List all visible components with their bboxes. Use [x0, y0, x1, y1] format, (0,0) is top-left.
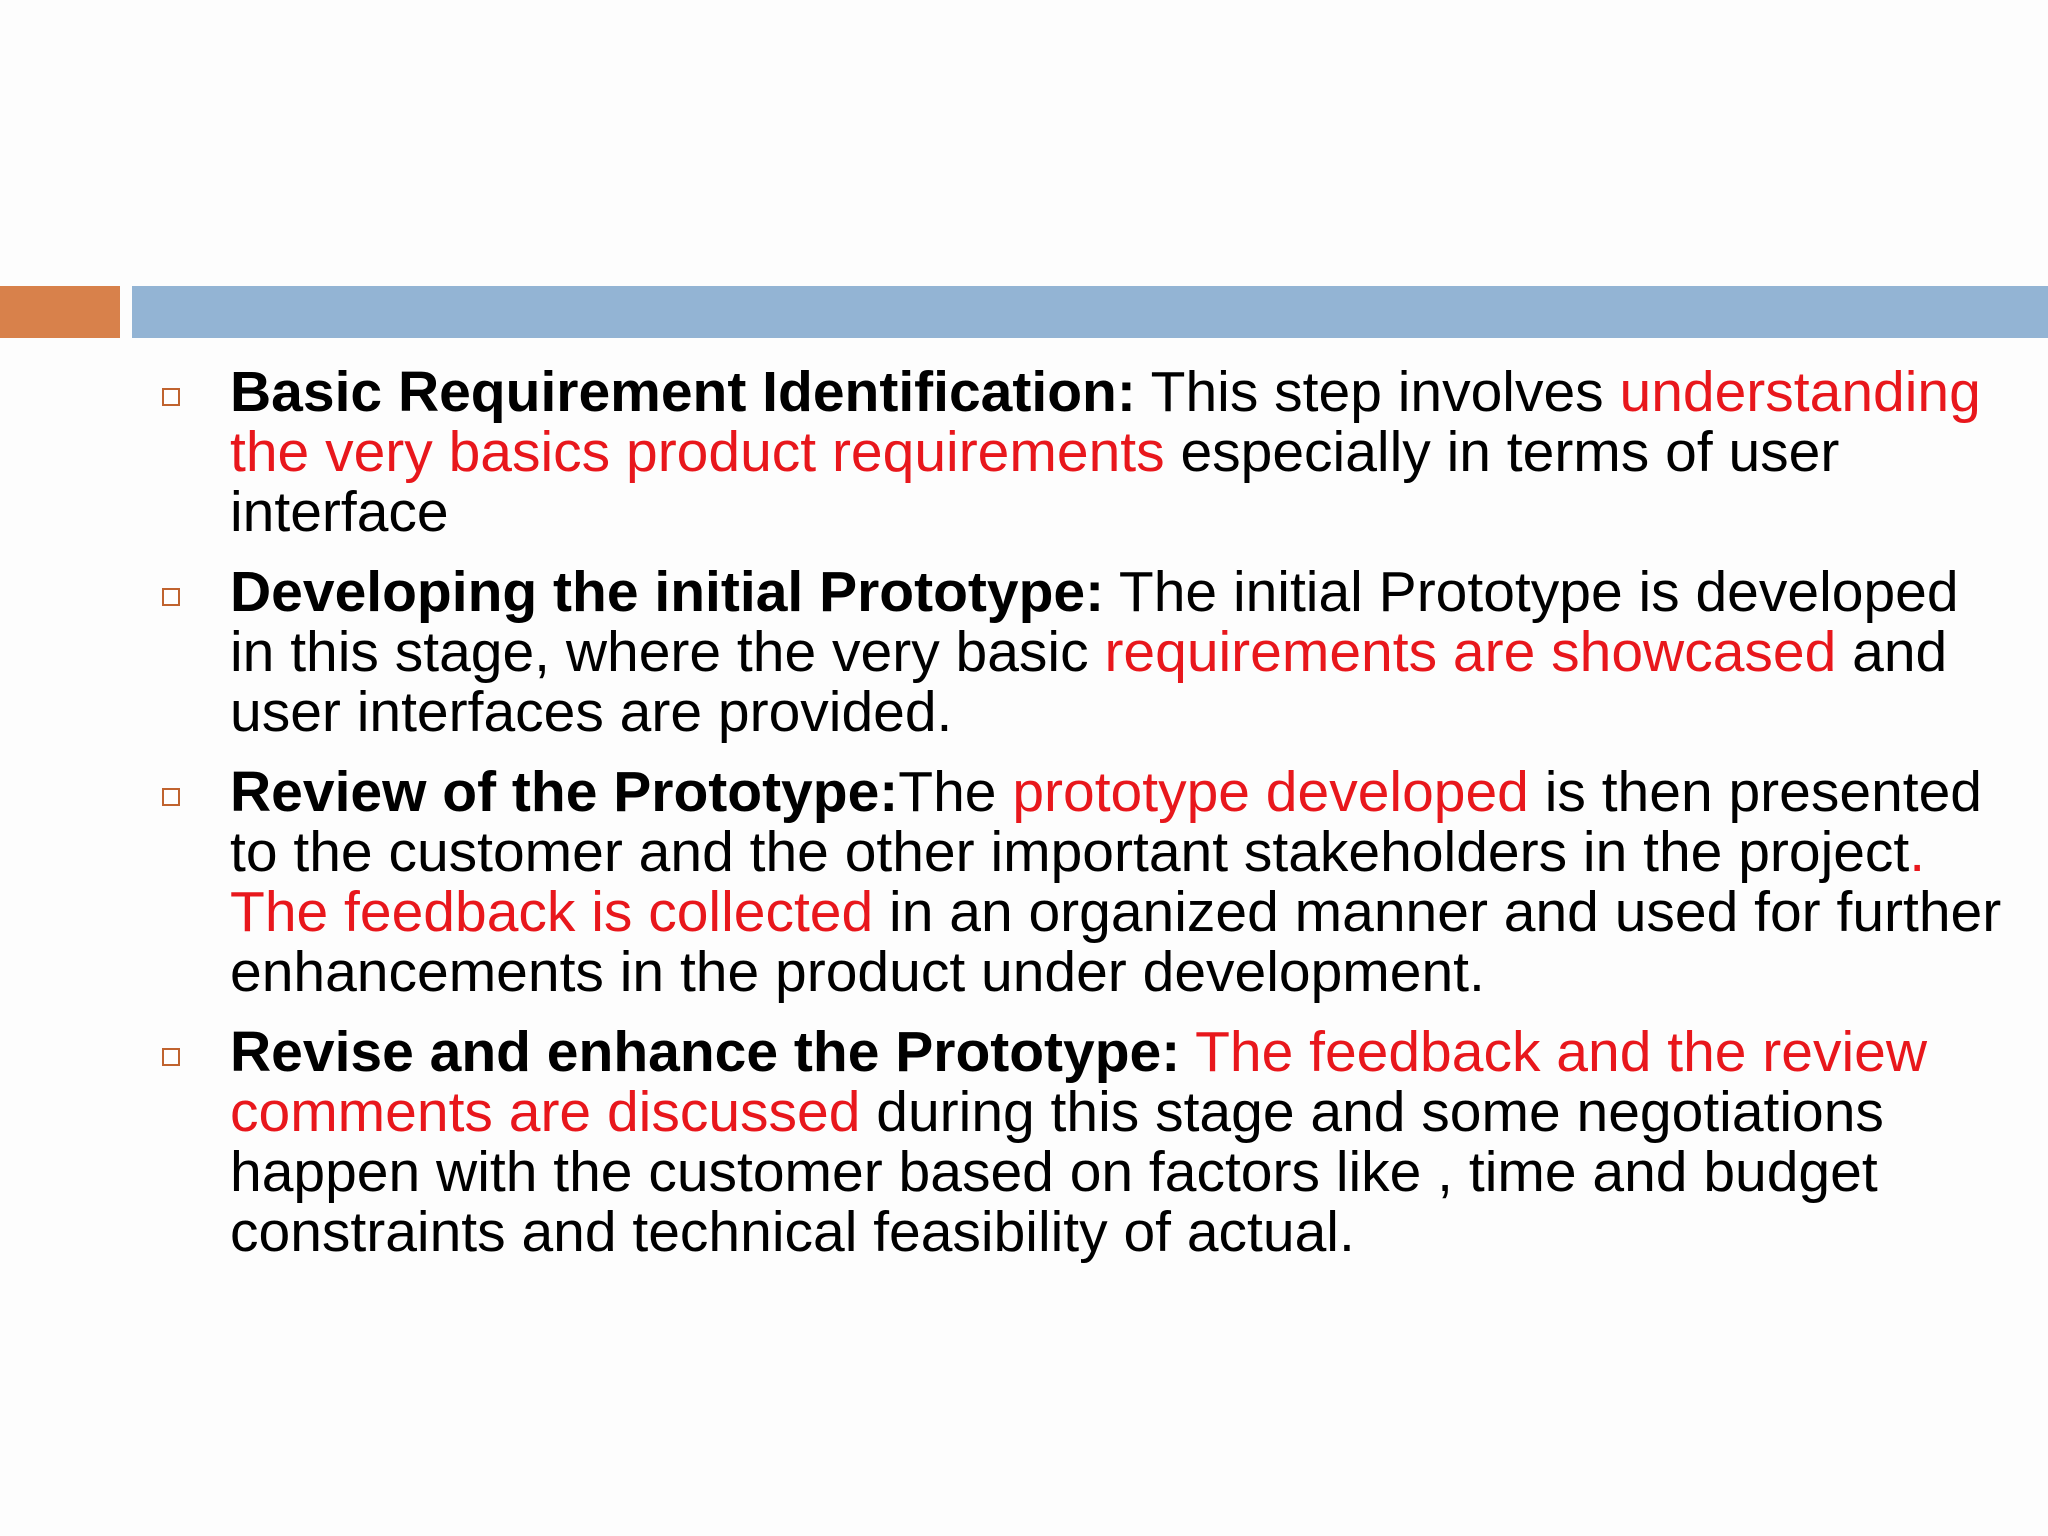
- item-highlight: prototype developed: [1012, 760, 1529, 824]
- hollow-square-icon: [162, 788, 180, 806]
- hollow-square-icon: [162, 588, 180, 606]
- item-text: is then presented to the customer and the other important stakeholders in the project: [230, 760, 1983, 884]
- bullet-list: [0, 362, 2048, 1282]
- item-text: and user interfaces are provided.: [230, 620, 1948, 744]
- item-highlight: The feedback and the review comments are discussed: [230, 1020, 1928, 1144]
- item-text: during this stage and some negotiations happen with the customer based on factors like , time and budget constraints and technical feasibility of actual.: [230, 1080, 1884, 1264]
- item-highlight: requirements are showcased: [1104, 620, 1837, 684]
- item-text: in an organized manner and used for further enhancements in the product under development.: [230, 880, 2002, 1004]
- hollow-square-icon: [162, 388, 180, 406]
- hollow-square-icon: [162, 1048, 180, 1066]
- item-heading: Review of the Prototype:: [230, 760, 899, 824]
- list-item-revise-enhance: [0, 1022, 2048, 1262]
- header-accent-bar-orange: [0, 286, 120, 338]
- item-text: The initial Prototype is developed in this stage, where the very basic: [230, 560, 1959, 684]
- item-text: [1180, 1020, 1195, 1084]
- item-highlight: understanding the very basics product requirements: [230, 360, 1981, 484]
- list-item-review-prototype: [0, 762, 2048, 1002]
- list-item-developing-prototype: [0, 562, 2048, 742]
- item-text: This step involves: [1135, 360, 1620, 424]
- item-heading: Revise and enhance the Prototype:: [230, 1020, 1181, 1084]
- item-text: The: [898, 760, 1013, 824]
- list-item-basic-requirement: [0, 362, 2048, 542]
- header-accent-bar-blue: [132, 286, 2048, 338]
- item-text: especially in terms of user interface: [230, 420, 1840, 544]
- item-highlight: . The feedback is collected: [230, 820, 1926, 944]
- item-heading: Developing the initial Prototype:: [230, 560, 1105, 624]
- item-heading: Basic Requirement Identification:: [230, 360, 1136, 424]
